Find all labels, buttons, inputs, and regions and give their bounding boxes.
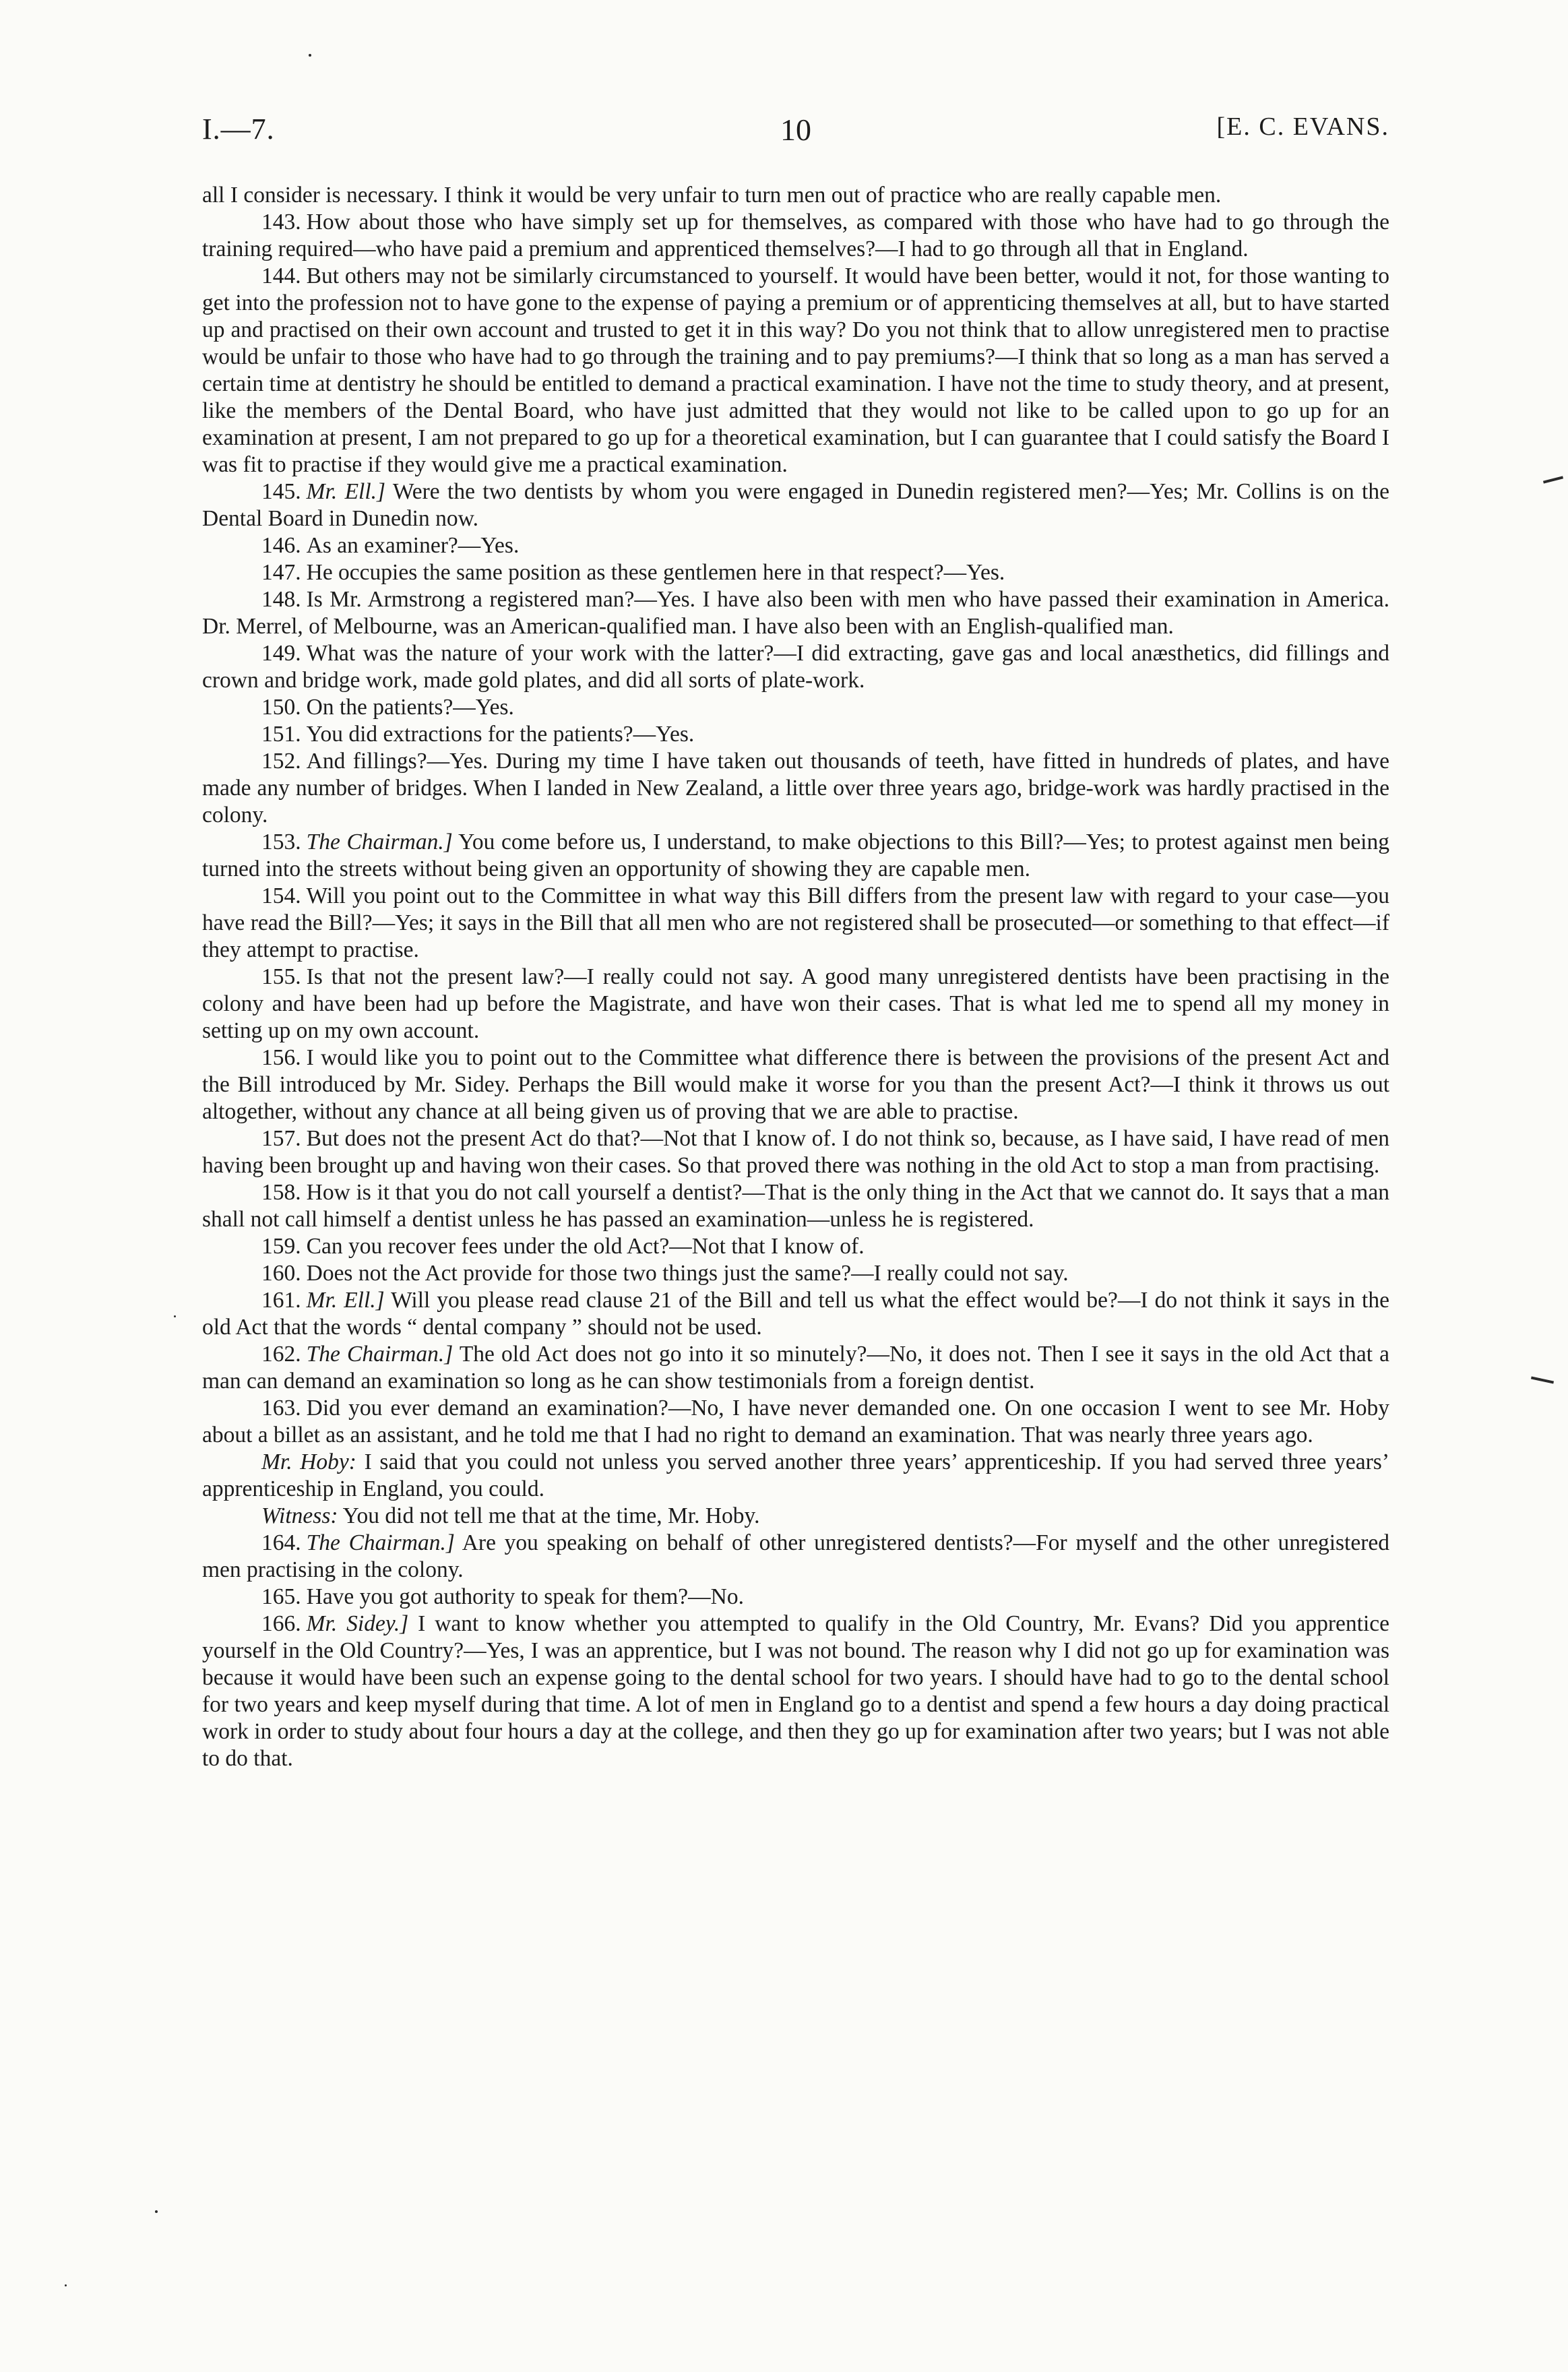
paragraph-text: On the patients?—Yes. <box>306 695 514 720</box>
testimony-body <box>202 182 1389 1772</box>
paragraph-162 <box>202 1341 1389 1395</box>
scan-mark <box>155 2210 158 2213</box>
paragraph-158 <box>202 1179 1389 1233</box>
paragraph-163 <box>202 1395 1389 1449</box>
question-number: 156. <box>261 1045 301 1070</box>
paragraph-text: Were the two dentists by whom you were engaged in Dunedin registered men?—Yes; Mr. Collins is on the Dental Board in Dunedin now. <box>202 479 1389 531</box>
question-number: 157. <box>261 1126 301 1151</box>
question-number: 160. <box>261 1261 301 1286</box>
question-number: 143. <box>261 210 301 235</box>
scan-mark <box>309 54 311 57</box>
paragraph-153 <box>202 829 1389 883</box>
paragraph-text: all I consider is necessary. I think it would be very unfair to turn men out of practice who are really capable men. <box>202 183 1222 208</box>
question-number: 153. <box>261 830 301 854</box>
question-number: 165. <box>261 1584 301 1609</box>
paragraph-166 <box>202 1611 1389 1772</box>
scan-mark <box>65 2284 67 2286</box>
paragraph-151 <box>202 721 1389 748</box>
page-header <box>202 112 1389 159</box>
paragraph-165 <box>202 1584 1389 1611</box>
paragraph-interjection-witness <box>202 1503 1389 1530</box>
paragraph-text: Is that not the present law?—I really could not say. A good many unregistered dentists have been practising in the colony and have been had up before the Magistrate, and have won their cases. That is what led me to spend all my money in setting up on my own account. <box>202 964 1389 1043</box>
scan-mark <box>1543 476 1563 483</box>
paragraph-160 <box>202 1260 1389 1287</box>
paragraph-147 <box>202 559 1389 586</box>
paragraph-159 <box>202 1233 1389 1260</box>
paragraph-155 <box>202 964 1389 1044</box>
paragraph-157 <box>202 1125 1389 1179</box>
question-number: 151. <box>261 722 301 747</box>
document-reference: I.—7. <box>202 113 275 146</box>
paragraph-text: Does not the Act provide for those two things just the same?—I really could not say. <box>306 1261 1069 1286</box>
question-number: 144. <box>261 263 301 288</box>
paragraph-152 <box>202 748 1389 829</box>
paragraph-148 <box>202 586 1389 640</box>
question-number: 164. <box>261 1530 301 1555</box>
paragraph-text: Is Mr. Armstrong a registered man?—Yes. I have also been with men who have passed their examination in America. Dr. Merrel, of Melbourne, was an American-qualified man. I have also been with an English-qualified man. <box>202 587 1389 639</box>
paragraph-text: Will you please read clause 21 of the Bill and tell us what the effect would be?—I do not think it says in the old Act that the words “ dental company ” should not be used. <box>202 1288 1389 1340</box>
paragraph-text: What was the nature of your work with the latter?—I did extracting, gave gas and local anæsthetics, did fillings and crown and bridge work, made gold plates, and did all sorts of plate-work. <box>202 641 1389 693</box>
speaker-name: Mr. Ell.] <box>306 1288 385 1313</box>
paragraph-text: And fillings?—Yes. During my time I have taken out thousands of teeth, have fitted in hundreds of plates, and have made any number of bridges. When I landed in New Zealand, a little over three years ago, bridge-work was hardly practised in the colony. <box>202 749 1389 828</box>
paragraph-text: I want to know whether you attempted to qualify in the Old Country, Mr. Evans? Did you apprentice yourself in the Old Country?—Yes, I was an apprentice, but I was not bound. The reason why I did not go up for examination was because it would have been such an expense going to the dental school for two years. I should have had to go to the dental school for two years and keep myself during that time. A lot of men in England go to a dentist and spend a few hours a day doing practical work in order to study about four hours a day at the college, and then they go up for examination after two years; but I was not able to do that. <box>202 1611 1390 1771</box>
paragraph-text: You did extractions for the patients?—Yes. <box>306 722 695 747</box>
question-number: 149. <box>261 641 301 666</box>
paragraph-text: Did you ever demand an examination?—No, I have never demanded one. On one occasion I went to see Mr. Hoby about a billet as an assistant, and he told me that I had no right to demand an examination. That was nearly three years ago. <box>202 1396 1389 1447</box>
paragraph-text: How about those who have simply set up for themselves, as compared with those who have had to go through the training required—who have paid a premium and apprenticed themselves?—I had to go through all that in England. <box>202 210 1389 261</box>
question-number: 148. <box>261 587 301 612</box>
question-number: 166. <box>261 1611 301 1636</box>
question-number: 152. <box>261 749 301 774</box>
paragraph-text: Have you got authority to speak for them?—No. <box>306 1584 744 1609</box>
question-number: 154. <box>261 883 301 908</box>
paragraph-143 <box>202 209 1389 263</box>
paragraph-164 <box>202 1530 1389 1584</box>
paragraph-text: But others may not be similarly circumstanced to yourself. It would have been better, would it not, for those wanting to get into the profession not to have gone to the expense of paying a premium or of apprenticing themselves at all, but to have started up and practised on their own account and trusted to get it in this way? Do you not think that to allow unregistered men to practise would be unfair to those who have had to go through the training and to pay premiums?—I think that so long as a man has served a certain time at dentistry he should be entitled to demand a practical examination. I have not the time to study theory, and at present, like the members of the Dental Board, who have just admitted that they would not like to be called upon to go up for an examination at present, I am not prepared to go up for a theoretical examination, but I can guarantee that I could satisfy the Board I was fit to practise if they would give me a practical examination. <box>202 263 1389 477</box>
question-number: 158. <box>261 1180 301 1205</box>
paragraph-text: He occupies the same position as these gentlemen here in that respect?—Yes. <box>306 560 1005 585</box>
speaker-name: The Chairman.] <box>306 1342 453 1367</box>
paragraph-text: The old Act does not go into it so minutely?—No, it does not. Then I see it says in the old Act that a man can demand an examination so long as he can show testimonials from a foreign dentist. <box>202 1342 1389 1394</box>
speaker-name: Witness: <box>261 1503 338 1528</box>
paragraph-text: But does not the present Act do that?—Not that I know of. I do not think so, because, as I have said, I have read of men having been brought up and having won their cases. So that proved there was nothing in the old Act to stop a man from practising. <box>202 1126 1389 1178</box>
question-number: 146. <box>261 533 301 558</box>
paragraph-146 <box>202 532 1389 559</box>
speaker-name: Mr. Hoby: <box>261 1449 356 1474</box>
paragraph-145 <box>202 478 1389 532</box>
question-number: 155. <box>261 964 301 989</box>
question-number: 162. <box>261 1342 301 1367</box>
page-number: 10 <box>780 113 811 147</box>
speaker-name: Mr. Ell.] <box>306 479 386 504</box>
speaker-name: The Chairman.] <box>306 830 453 854</box>
paragraph-text: I said that you could not unless you served another three years’ apprenticeship. If you had served three years’ apprenticeship in England, you could. <box>202 1449 1389 1501</box>
question-number: 159. <box>261 1234 301 1259</box>
paragraph-144 <box>202 263 1389 478</box>
question-number: 150. <box>261 695 301 720</box>
paragraph-text: You come before us, I understand, to make objections to this Bill?—Yes; to protest against men being turned into the streets without being given an opportunity of showing they are capable men. <box>202 830 1389 881</box>
question-number: 163. <box>261 1396 301 1421</box>
witness-name: [E. C. EVANS. <box>1216 113 1389 141</box>
speaker-name: Mr. Sidey.] <box>306 1611 409 1636</box>
paragraph-continuation <box>202 182 1389 209</box>
paragraph-text: You did not tell me that at the time, Mr. Hoby. <box>342 1503 760 1528</box>
paragraph-text: Can you recover fees under the old Act?—Not that I know of. <box>306 1234 865 1259</box>
paragraph-interjection-hoby <box>202 1449 1389 1503</box>
paragraph-161 <box>202 1287 1389 1341</box>
question-number: 147. <box>261 560 301 585</box>
paragraph-150 <box>202 694 1389 721</box>
paragraph-text: I would like you to point out to the Committee what difference there is between the provisions of the present Act and the Bill introduced by Mr. Sidey. Perhaps the Bill would make it worse for you than the present Act?—I think it throws us out altogether, without any chance at all being given us of proving that we are able to practise. <box>202 1045 1389 1124</box>
question-number: 161. <box>261 1288 301 1313</box>
paragraph-text: How is it that you do not call yourself a dentist?—That is the only thing in the Act that we cannot do. It says that a man shall not call himself a dentist unless he has passed an examination—unless he is registered. <box>202 1180 1389 1232</box>
paragraph-149 <box>202 640 1389 694</box>
scan-mark <box>1531 1377 1554 1384</box>
scan-mark <box>174 1315 176 1317</box>
paragraph-154 <box>202 883 1389 964</box>
paragraph-text: Are you speaking on behalf of other unregistered dentists?—For myself and the other unregistered men practising in the colony. <box>202 1530 1390 1582</box>
paragraph-text: As an examiner?—Yes. <box>306 533 520 558</box>
paragraph-156 <box>202 1044 1389 1125</box>
speaker-name: The Chairman.] <box>306 1530 455 1555</box>
question-number: 145. <box>261 479 301 504</box>
paragraph-text: Will you point out to the Committee in what way this Bill differs from the present law with regard to your case—you have read the Bill?—Yes; it says in the Bill that all men who are not registered shall be prosecuted—or something to that effect—if they attempt to practise. <box>202 883 1389 962</box>
